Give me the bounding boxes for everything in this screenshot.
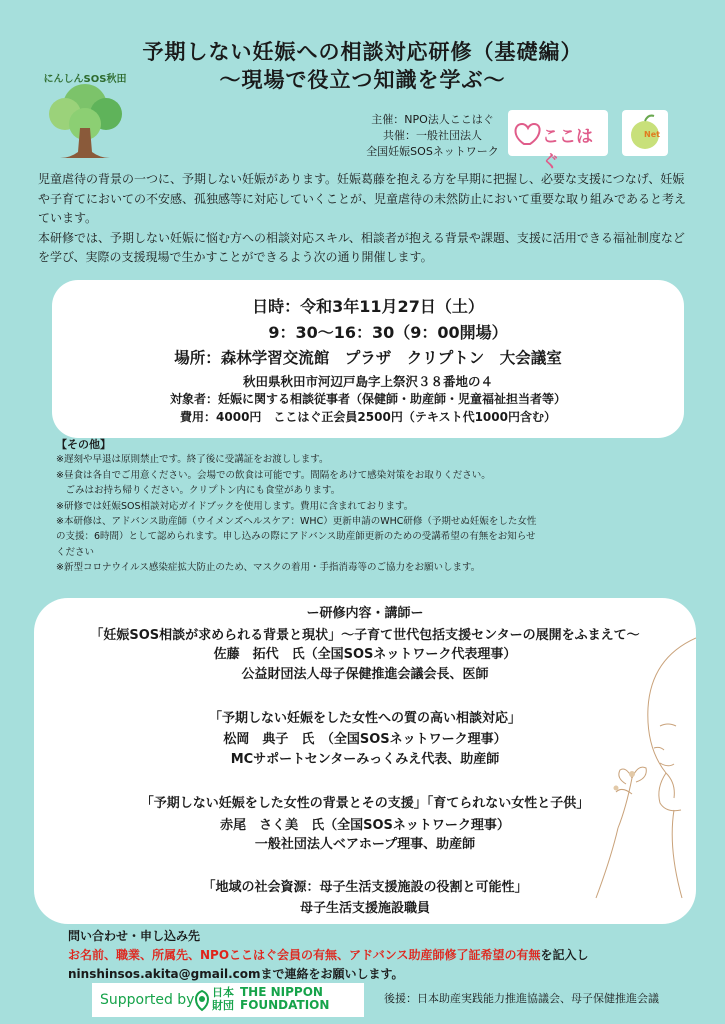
supported-by-nippon-foundation [92, 983, 364, 1017]
note-item: ごみはお持ち帰りください。クリプトン内にも食堂があります。 [56, 485, 341, 497]
lecture-affiliation: 公益財団法人母子保健推進会議会長、医師 [241, 667, 489, 682]
net-logo-text: Net [644, 130, 660, 139]
notes [56, 437, 676, 576]
nippon-foundation-name: THE NIPPON FOUNDATION [240, 985, 330, 1012]
event-date: 日時：令和3年11月27日（土） [252, 297, 484, 316]
lecture-affiliation: 一般社団法人ベアホープ理事、助産師 [254, 837, 476, 852]
note-item: ※遅刻や早退は原則禁止です。終了後に受講証をお渡しします。 [56, 454, 329, 466]
lecture-speaker: 母子生活支援施設職員 [299, 901, 430, 916]
logo-caption: にんしんSOS秋田 [43, 74, 127, 85]
lecture-speaker: 佐藤 拓代 氏（全国SOSネットワーク代表理事） [213, 647, 517, 662]
notes-heading: 【その他】 [56, 438, 111, 451]
supported-by-label: Supported by [100, 992, 195, 1008]
page-title: 予期しない妊娠への相談対応研修（基礎編） [142, 40, 583, 64]
lecture-topic: 「妊娠SOS相談が求められる背景と現状」〜子育て世代包括支援センターの展開をふまえて〜 [90, 628, 640, 643]
lecture-affiliation: MCサポートセンターみっくみえ代表、助産師 [230, 752, 500, 767]
note-item: ※昼食は各自でご用意ください。会場での飲食は可能です。間隔をあけて感染対策をお取りください。 [56, 469, 491, 481]
organizer-host: 主催：NPO法人ここはぐ [371, 113, 494, 126]
event-fee: 費用：4000円 ここはぐ正会員2500円（テキスト代1000円含む） [180, 410, 556, 424]
note-item: ※新型コロナウイルス感染症拡大防止のため、マスクの着用・手指消毒等のご協力をお願いします。 [56, 562, 481, 574]
lecture-topic: 「予期しない妊娠をした女性の背景とその支援」「育てられない女性と子供」 [140, 796, 590, 811]
contact-heading: 問い合わせ・申し込み先 [68, 929, 201, 943]
nippon-foundation-icon [192, 988, 212, 1012]
note-item: の支援：6時間）として認められます。申し込みの際にアドバンス助産師更新のための受講希望の有無をお知らせ [56, 531, 536, 543]
event-venue: 場所：森林学習交流館 プラザ クリプトン 大会議室 [174, 349, 562, 367]
ninshin-sos-akita-logo [30, 70, 140, 165]
lecture-speaker: 松岡 典子 氏 （全国SOSネットワーク理事） [223, 732, 507, 747]
event-target: 対象者：妊娠に関する相談従事者（保健師・助産師・児童福祉担当者等） [169, 392, 566, 406]
event-details-box [52, 280, 684, 438]
lecture-speaker: 赤尾 さく美 氏（全国SOSネットワーク理事） [220, 818, 510, 833]
backing-organizations: 後援：日本助産実践能力推進協議会、母子保健推進会議 [384, 992, 659, 1005]
lecture-topic: 「地域の社会資源：母子生活支援施設の役割と可能性」 [202, 880, 528, 895]
kokohagu-logo-text: ここはぐ [542, 127, 593, 172]
event-time: 9：30〜16：30（9：00開場） [268, 323, 508, 342]
intro-text: 児童虐待の背景の一つに、予期しない妊娠があります。妊娠葛藤を抱える方を早期に把握し、必要な支援につなげ、妊娠や子育てにおいての不安感、孤独感等に対応していくことが、児童虐待の未然防止において重要な取り組みであると考えています。 本研修では、予期しない妊娠に悩む方への相談対応スキル、相談者が抱える背景や課題、支援に活用できる福祉制度などを学び、実際の支援現場で生かすことができるよう次の通り開催します。 [38, 172, 687, 264]
organizer-cohost: 共催：一般社団法人 [383, 129, 482, 142]
contact-email-line[interactable]: ninshinsos.akita@gmail.comまで連絡をお願いします。 [68, 967, 404, 981]
lecture-topic: 「予期しない妊娠をした女性への質の高い相談対応」 [208, 711, 521, 726]
note-item: ※本研修は、アドバンス助産師（ウイメンズヘルスケア：WHC）更新申請のWHC研修（予期せぬ妊娠をした女性 [56, 516, 537, 528]
note-item: ※研修では妊娠SOS相談対応ガイドブックを使用します。費用に含まれております。 [56, 500, 414, 512]
nippon-foundation-jp: 日本 財団 [212, 986, 234, 1012]
national-sos-network-logo [622, 110, 668, 156]
page-subtitle: 〜現場で役立つ知識を学ぶ〜 [219, 68, 506, 92]
program-heading: ー研修内容・講師ー [306, 606, 424, 621]
contact-section [68, 927, 688, 984]
contact-required-suffix: を記入し [540, 948, 589, 962]
organizer-cohost-name: 全国妊娠SOSネットワーク [366, 145, 499, 158]
program-box [34, 598, 696, 924]
contact-required-info: お名前、職業、所属先、NPOここはぐ会員の有無、アドバンス助産師修了証希望の有無 [68, 948, 541, 962]
organizers [350, 112, 515, 160]
kokohagu-logo [508, 110, 608, 172]
note-item: ください [56, 546, 95, 558]
event-address: 秋田県秋田市河辺戸島字上祭沢３８番地の４ [242, 374, 493, 389]
